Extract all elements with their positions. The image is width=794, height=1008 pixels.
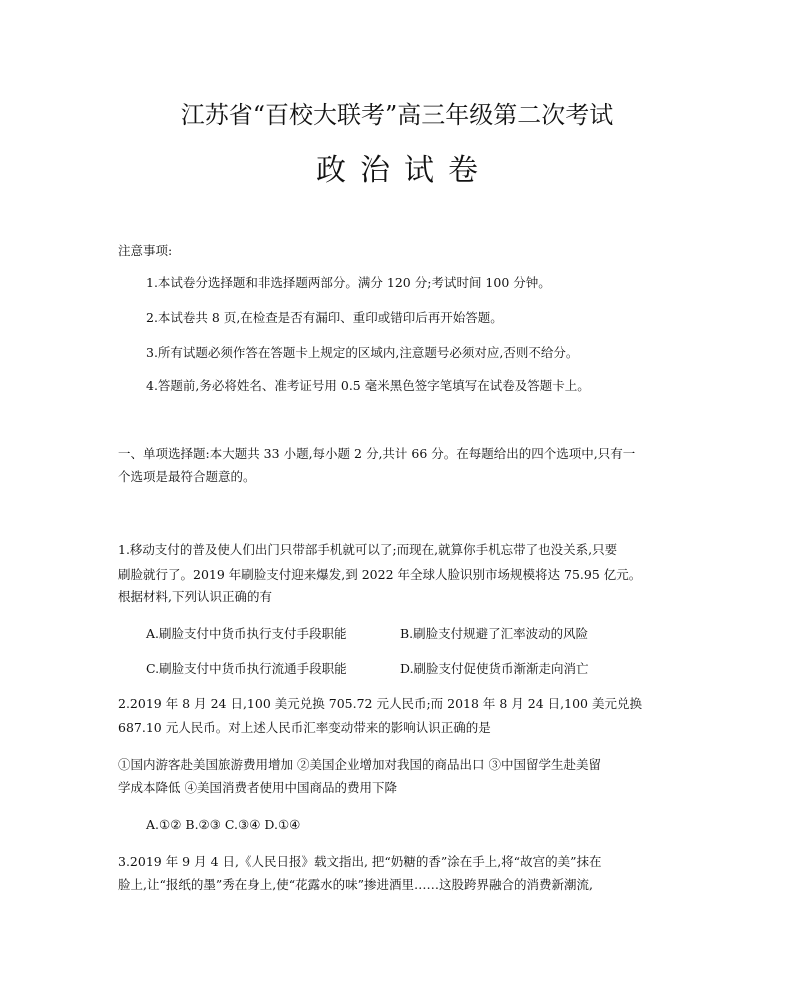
notice-item: 4.答题前,务必将姓名、准考证号用 0.5 毫米黑色签字笔填写在试卷及答题卡上。 [146, 378, 590, 393]
question-1-option-a: A.刷脸支付中货币执行支付手段职能 [146, 626, 347, 641]
question-2-statements: 学成本降低 ④美国消费者使用中国商品的费用下降 [118, 780, 397, 795]
question-1-option-c: C.刷脸支付中货币执行流通手段职能 [146, 661, 347, 676]
question-2-options: A.①② B.②③ C.③④ D.①④ [146, 817, 301, 832]
notice-item: 1.本试卷分选择题和非选择题两部分。满分 120 分;考试时间 100 分钟。 [146, 275, 551, 290]
question-2-statements: ①国内游客赴美国旅游费用增加 ②美国企业增加对我国的商品出口 ③中国留学生赴美留 [118, 757, 601, 772]
question-3-stem: 脸上,让“报纸的墨”秀在身上,使“花露水的味”掺进酒里……这股跨界融合的消费新潮流, [118, 877, 593, 892]
section-instructions: 一、单项选择题:本大题共 33 小题,每小题 2 分,共计 66 分。在每题给出的四个选项中,只有一 [118, 446, 636, 461]
question-1-stem: 根据材料,下列认识正确的有 [118, 589, 272, 604]
question-1-option-d: D.刷脸支付促使货币渐渐走向消亡 [400, 661, 589, 676]
question-1-option-b: B.刷脸支付规避了汇率波动的风险 [400, 626, 589, 641]
notice-item: 3.所有试题必须作答在答题卡上规定的区域内,注意题号必须对应,否则不给分。 [146, 345, 579, 360]
question-2-stem: 687.10 元人民币。对上述人民币汇率变动带来的影响认识正确的是 [118, 720, 491, 735]
question-3-stem: 3.2019 年 9 月 4 日,《人民日报》载文指出, 把“奶糖的香”涂在手上,将“故宫的美”抹在 [118, 854, 602, 869]
notice-item: 2.本试卷共 8 页,在检查是否有漏印、重印或错印后再开始答题。 [146, 310, 503, 325]
section-instructions: 个选项是最符合题意的。 [118, 469, 256, 484]
exam-title: 江苏省“百校大联考”高三年级第二次考试 [180, 101, 614, 129]
question-2-stem: 2.2019 年 8 月 24 日,100 美元兑换 705.72 元人民币;而 2018 年 8 月 24 日,100 美元兑换 [118, 696, 642, 711]
question-1-stem: 刷脸就行了。2019 年刷脸支付迎来爆发,到 2022 年全球人脸识别市场规模将达 75.95 亿元。 [118, 567, 642, 582]
notice-heading: 注意事项: [118, 243, 173, 258]
exam-subtitle: 政治试卷 [316, 153, 492, 188]
question-1-stem: 1.移动支付的普及使人们出门只带部手机就可以了;而现在,就算你手机忘带了也没关系,只要 [118, 542, 618, 557]
